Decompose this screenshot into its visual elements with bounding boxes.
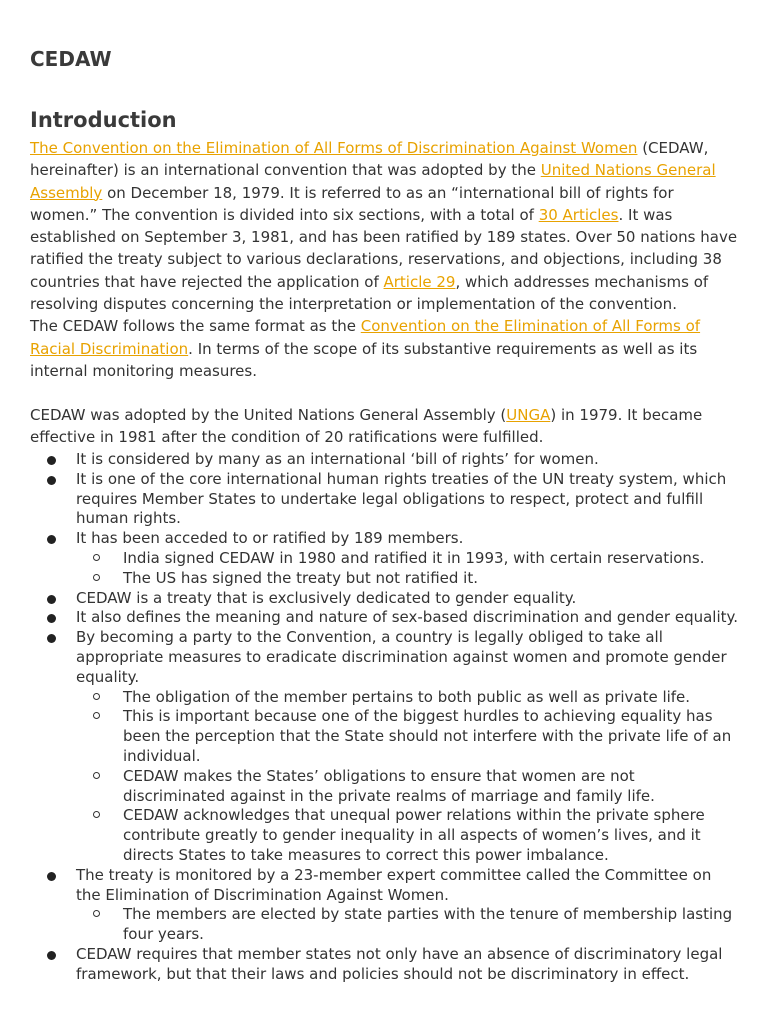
intro-paragraph (30, 137, 738, 382)
list-item (30, 866, 740, 945)
list-item-text: CEDAW is a treaty that is exclusively dedicated to gender equality. (76, 588, 577, 607)
list-item-text: It is one of the core international human rights treaties of the UN treaty system, which requires Member States to undertake legal obligations to respect, protect and fulfill human rights. (76, 469, 727, 528)
sub-list-item: CEDAW acknowledges that unequal power relations within the private sphere contribute greatly to gender inequality in all aspects of women’s lives, and it directs States to take measures to correct this power imbalance. (76, 806, 740, 865)
sub-list-item: The US has signed the treaty but not ratified it. (76, 569, 740, 589)
intro-text: , which addresses mechanisms of resolving disputes concerning the interpretation or implementation of the convention. (30, 272, 709, 314)
list-item-text: It has been acceded to or ratified by 189 members. (76, 529, 464, 548)
list-item-text: By becoming a party to the Convention, a country is legally obliged to take all appropriate measures to eradicate discrimination against women and promote gender equality. (76, 628, 727, 686)
link-cedaw-convention[interactable]: The Convention on the Elimination of All Forms of Discrimination Against Women (30, 139, 638, 157)
document-title: CEDAW (30, 47, 112, 71)
sub-list-item: The obligation of the member pertains to both public as well as private life. (76, 688, 740, 708)
intro-text: on December 18, 1979. It is referred to as an “international bill of rights for women.” The convention is divided into six sections, with a total of (30, 183, 674, 224)
intro-text: . In terms of the scope of its substantive requirements as well as its internal monitoring measures. (30, 339, 698, 380)
section-heading-introduction: Introduction (30, 108, 177, 132)
list-item-text: CEDAW requires that member states not only have an absence of discriminatory legal framework, but that their laws and policies should not be discriminatory in effect. (76, 944, 723, 983)
link-cerd-convention[interactable]: Convention on the Elimination of All Forms of Racial Discrimination (30, 317, 701, 358)
sub-list (76, 549, 740, 589)
list-item (30, 470, 740, 529)
link-30-articles[interactable]: 30 Articles (538, 205, 619, 224)
adoption-paragraph (30, 404, 738, 449)
intro-text: The CEDAW follows the same format as the (30, 317, 361, 336)
intro-text: (CEDAW, hereinafter) is an international convention that was adopted by the (30, 139, 709, 180)
adoption-text: ) in 1979. It became effective in 1981 after the condition of 20 ratifications were fulfilled. (30, 406, 703, 447)
link-article-29[interactable]: Article 29 (383, 272, 456, 291)
adoption-text: CEDAW was adopted by the United Nations General Assembly ( (30, 406, 507, 424)
list-item (30, 608, 740, 628)
sub-list-item: The members are elected by state parties with the tenure of membership lasting four years. (76, 905, 740, 945)
list-item (30, 945, 740, 985)
link-un-general-assembly[interactable]: United Nations General Assembly (30, 161, 716, 202)
list-item (30, 529, 740, 588)
list-item (30, 628, 740, 866)
link-unga[interactable]: UNGA (506, 406, 551, 424)
sub-list (76, 688, 740, 866)
intro-text: . It was established on September 3, 1981, and has been ratified by 189 states. Over 50 nations have ratified the treaty subject to various declarations, reservations, and objections, including 38 countries that have rejected the application of (30, 205, 738, 291)
sub-list-item: This is important because one of the biggest hurdles to achieving equality has been the perception that the State should not interfere with the private life of an individual. (76, 707, 740, 766)
bullet-list (30, 450, 740, 985)
sub-list-item: India signed CEDAW in 1980 and ratified it in 1993, with certain reservations. (76, 549, 740, 569)
list-item-text: The treaty is monitored by a 23-member expert committee called the Committee on the Elimination of Discrimination Against Women. (76, 865, 712, 904)
list-item (30, 450, 740, 470)
sub-list (76, 905, 740, 945)
list-item-text: It is considered by many as an international ‘bill of rights’ for women. (76, 450, 599, 468)
list-item (30, 589, 740, 609)
sub-list-item: CEDAW makes the States’ obligations to ensure that women are not discriminated against in the private realms of marriage and family life. (76, 767, 740, 807)
list-item-text: It also defines the meaning and nature of sex-based discrimination and gender equality. (76, 608, 739, 627)
